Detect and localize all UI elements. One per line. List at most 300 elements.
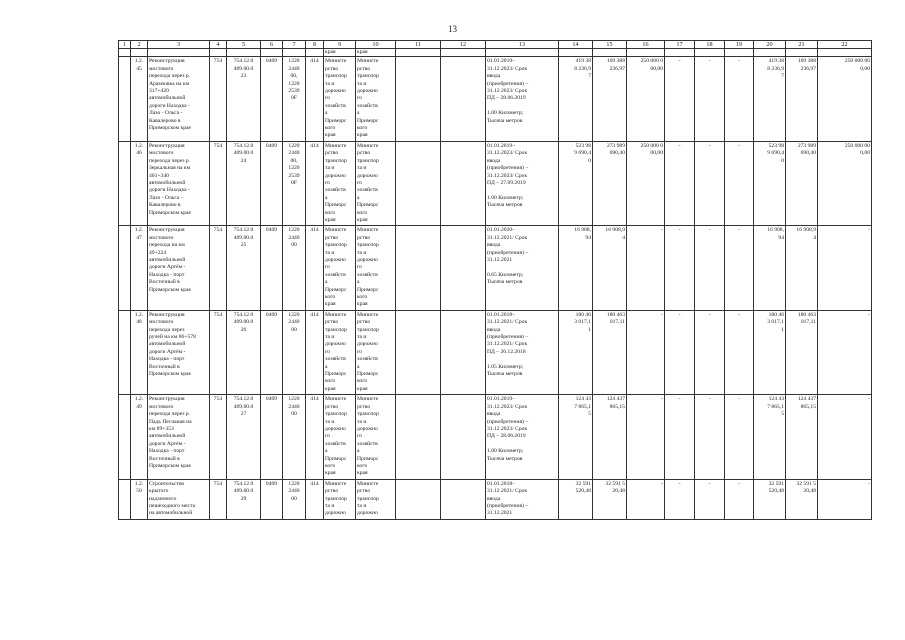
cell-line: кого bbox=[357, 125, 368, 132]
cell-line: кого bbox=[325, 125, 336, 132]
cell-name bbox=[148, 395, 210, 479]
cell-line: Лазо - Ольга - bbox=[149, 194, 183, 201]
cell-line: 124 43 bbox=[575, 396, 591, 403]
cell-line: рство bbox=[325, 319, 339, 326]
cell-c7 bbox=[283, 395, 306, 479]
cell-line: 1.2. bbox=[134, 480, 144, 487]
cell-line: 520,48 bbox=[768, 488, 784, 495]
cell-line: Кавалерово в bbox=[149, 117, 181, 124]
cell-line: автомобильной bbox=[149, 179, 186, 186]
cell-line: 124 437 bbox=[797, 396, 816, 403]
cell-line: (приобретения) – bbox=[487, 502, 529, 509]
cell-c22: - bbox=[818, 310, 872, 394]
cell-c7 bbox=[283, 226, 306, 310]
cell-line: Находка - порт bbox=[149, 356, 185, 363]
cell-c7 bbox=[283, 57, 306, 141]
cell-line: 180 46 bbox=[768, 311, 784, 318]
cell-c5 bbox=[227, 141, 261, 225]
cell-c8: 414 bbox=[306, 226, 324, 310]
cell-line: 49 bbox=[136, 403, 142, 410]
cell-num bbox=[131, 310, 148, 394]
cell-line: Восточный в bbox=[149, 279, 180, 286]
cell-line: 754.12.0 bbox=[233, 58, 254, 65]
cell-line: 5 bbox=[781, 411, 784, 418]
cell-c19: - bbox=[725, 479, 754, 519]
cell-c19: - bbox=[725, 57, 754, 141]
cell-line: 31.12.2023/ Срок bbox=[487, 403, 528, 410]
cell-col-1 bbox=[119, 310, 131, 394]
cell-line: 690,40 bbox=[800, 150, 816, 157]
cell-c21 bbox=[786, 141, 818, 225]
cell-line: го bbox=[357, 179, 362, 186]
cell-line: 409.00.0 bbox=[233, 488, 254, 495]
cell-c6: 0409 bbox=[261, 395, 283, 479]
cell-c8: 414 bbox=[306, 310, 324, 394]
cell-line: 94 bbox=[585, 234, 591, 241]
cell-line: пешеходного места bbox=[149, 502, 196, 509]
cell-c11 bbox=[396, 395, 441, 479]
cell-line: Министе bbox=[325, 396, 347, 403]
column-header-7: 7 bbox=[283, 41, 306, 49]
cell-line: та и bbox=[325, 249, 335, 256]
cell-line: 0,00 bbox=[860, 65, 870, 72]
column-header-6: 6 bbox=[261, 41, 283, 49]
cell-line: транспор bbox=[357, 411, 379, 418]
cell-line: хозяйств bbox=[325, 440, 346, 447]
cell-line: края bbox=[325, 132, 336, 139]
cell-c21 bbox=[786, 226, 818, 310]
cell-line: Министе bbox=[357, 227, 379, 234]
column-header-3: 3 bbox=[148, 41, 210, 49]
cell-line: 017,11 bbox=[800, 319, 816, 326]
cell-line: дороги Находка - bbox=[149, 187, 190, 194]
cell-c4: 754 bbox=[210, 395, 227, 479]
cell-c14 bbox=[559, 310, 593, 394]
cell-line: автомобильной bbox=[149, 256, 186, 263]
cell-c13 bbox=[486, 479, 559, 519]
cell-line: 31.12.2021/ Срок bbox=[487, 234, 528, 241]
cell-c16: - bbox=[627, 226, 665, 310]
cell-line: рство bbox=[325, 65, 339, 72]
cell-c14 bbox=[559, 395, 593, 479]
cell-line: та и bbox=[357, 165, 367, 172]
table-row bbox=[119, 395, 872, 479]
cell-line: 169 388 bbox=[606, 58, 625, 65]
cell-num bbox=[131, 141, 148, 225]
cell-line: рство bbox=[325, 403, 339, 410]
cell-line: 754.12.0 bbox=[233, 396, 254, 403]
table-row bbox=[119, 57, 872, 141]
cell-c21 bbox=[786, 479, 818, 519]
cell-line: рство bbox=[357, 150, 371, 157]
cell-c15 bbox=[593, 57, 627, 141]
cell-line: ПД – 28.06.2019 bbox=[487, 95, 526, 102]
cell-c19: - bbox=[725, 226, 754, 310]
column-header-17: 17 bbox=[665, 41, 695, 49]
cell-line: го bbox=[325, 348, 330, 355]
cell-line: Реконструкция bbox=[149, 142, 185, 149]
cell-line: Министе bbox=[325, 480, 347, 487]
cell-line: 47 bbox=[136, 234, 142, 241]
cell-line: ввода bbox=[487, 495, 501, 502]
cell-line: 01.01.2020– bbox=[487, 227, 515, 234]
cell-line: а bbox=[357, 279, 360, 286]
cell-line: 2440 bbox=[288, 150, 300, 157]
cell-line: Министе bbox=[325, 311, 347, 318]
cell-c8: 414 bbox=[306, 395, 324, 479]
column-header-9: 9 bbox=[324, 41, 356, 49]
cell-line: 401+340 bbox=[149, 172, 169, 179]
cell-c15 bbox=[593, 226, 627, 310]
cell-line: края bbox=[357, 216, 368, 223]
cell-c4: 754 bbox=[210, 57, 227, 141]
cell-c18: - bbox=[695, 226, 725, 310]
cell-line: транспор bbox=[325, 73, 347, 80]
cell-line: 0F bbox=[291, 179, 297, 186]
cell-c9 bbox=[324, 57, 356, 141]
cell-line: 3 017,1 bbox=[767, 319, 784, 326]
cell-line: Приморском крае bbox=[149, 209, 191, 216]
cell-line: 00, bbox=[290, 73, 298, 80]
cell-line: 250 000 00 bbox=[844, 142, 870, 149]
cell-line: 16 908, bbox=[574, 227, 591, 234]
column-header-8: 8 bbox=[306, 41, 324, 49]
cell-line: 169 388 bbox=[797, 58, 816, 65]
cell-c15 bbox=[593, 395, 627, 479]
cell-c10 bbox=[356, 395, 396, 479]
cell-line: 7 865,1 bbox=[767, 403, 784, 410]
cell-line: 31.12.2023/ Срок bbox=[487, 425, 528, 432]
cell-num bbox=[131, 479, 148, 519]
cell-name bbox=[148, 226, 210, 310]
cell-c9 bbox=[324, 141, 356, 225]
cell-line: та и bbox=[357, 502, 367, 509]
cell-c15 bbox=[593, 479, 627, 519]
cell-line: хозяйств bbox=[325, 102, 346, 109]
cell-line: рство bbox=[325, 488, 339, 495]
cell-line: Находка - порт bbox=[149, 448, 185, 455]
cell-line: 865,15 bbox=[609, 403, 625, 410]
cell-c20 bbox=[754, 310, 786, 394]
cell-c20 bbox=[754, 57, 786, 141]
cell-line: 46 bbox=[136, 150, 142, 157]
cell-c21 bbox=[786, 57, 818, 141]
cell-line: кого bbox=[357, 462, 368, 469]
cell-line: 00 bbox=[291, 326, 297, 333]
cell-line: перехода на км bbox=[149, 242, 185, 249]
cell-line: 20,48 bbox=[612, 488, 625, 495]
column-header-11: 11 bbox=[396, 41, 441, 49]
cell-c5 bbox=[227, 57, 261, 141]
cell-line: ПД – 27.09.2019 bbox=[487, 179, 526, 186]
cell-line: кого bbox=[325, 378, 336, 385]
cell-line: 1220 bbox=[288, 396, 300, 403]
column-header-15: 15 bbox=[593, 41, 627, 49]
cell-line: хозяйств bbox=[325, 271, 346, 278]
column-header-2: 2 bbox=[131, 41, 148, 49]
cell-col-1 bbox=[119, 57, 131, 141]
cell-line: 31.12.2021 bbox=[487, 256, 513, 263]
cell-c7 bbox=[283, 310, 306, 394]
line-gap bbox=[487, 441, 557, 448]
cell-line: 1.00 Километр; bbox=[487, 110, 524, 117]
cell-line: Министе bbox=[357, 311, 379, 318]
cell-line: рство bbox=[357, 403, 371, 410]
cell-line: 16 908,9 bbox=[796, 227, 816, 234]
cell-c20 bbox=[754, 479, 786, 519]
cell-c19: - bbox=[725, 395, 754, 479]
cell-line: 520,48 bbox=[575, 488, 591, 495]
cell-name bbox=[148, 141, 210, 225]
cell-line: транспор bbox=[357, 242, 379, 249]
cell-line: Приморс bbox=[325, 286, 347, 293]
column-header-5: 5 bbox=[227, 41, 261, 49]
column-header-13: 13 bbox=[486, 41, 559, 49]
cell-line: Приморс bbox=[325, 202, 347, 209]
cell-line: а bbox=[325, 194, 328, 201]
cell-line: 419 38 bbox=[768, 58, 784, 65]
cell-c13 bbox=[486, 141, 559, 225]
cell-line: рство bbox=[357, 65, 371, 72]
cell-line: Приморс bbox=[357, 371, 379, 378]
cell-line: края bbox=[357, 132, 368, 139]
cell-line: 5 bbox=[588, 411, 591, 418]
cell-line: Кавалерово в bbox=[149, 202, 181, 209]
cell-line: 419 38 bbox=[575, 58, 591, 65]
cell-line: го bbox=[325, 179, 330, 186]
cell-line: 16 908,9 bbox=[605, 227, 625, 234]
budget-table bbox=[118, 40, 872, 520]
column-header-1: 1 bbox=[119, 41, 131, 49]
cell-line: 250 000 0 bbox=[640, 58, 663, 65]
cell-line: го bbox=[357, 433, 362, 440]
continuation-cell: края bbox=[356, 49, 396, 57]
cell-line: 20,48 bbox=[803, 488, 816, 495]
cell-line: 32 591 5 bbox=[796, 480, 816, 487]
cell-line: 32 591 5 bbox=[605, 480, 625, 487]
cell-line: 180 463 bbox=[606, 311, 625, 318]
cell-c18: - bbox=[695, 395, 725, 479]
cell-c16 bbox=[627, 57, 665, 141]
cell-line: Тысяча метров bbox=[487, 202, 523, 209]
cell-line: 409.00.0 bbox=[233, 319, 254, 326]
cell-line: перехода через р. bbox=[149, 411, 191, 418]
cell-c12 bbox=[441, 479, 486, 519]
column-header-12: 12 bbox=[441, 41, 486, 49]
cell-line: Тысяча метров bbox=[487, 279, 523, 286]
line-gap bbox=[487, 187, 557, 194]
cell-line: 9 690,4 bbox=[574, 150, 591, 157]
cell-line: 865,15 bbox=[800, 403, 816, 410]
cell-line: 2440 bbox=[288, 65, 300, 72]
cell-line: кого bbox=[357, 378, 368, 385]
cell-line: го bbox=[357, 348, 362, 355]
column-header-18: 18 bbox=[695, 41, 725, 49]
cell-line: рство bbox=[357, 319, 371, 326]
cell-c9 bbox=[324, 226, 356, 310]
cell-line: 409.00.0 bbox=[233, 403, 254, 410]
cell-line: 00,00 bbox=[650, 65, 663, 72]
cell-line: края bbox=[325, 385, 336, 392]
cell-num bbox=[131, 395, 148, 479]
cell-line: дорожно bbox=[325, 172, 346, 179]
cell-line: 25 bbox=[240, 242, 247, 249]
cell-line: 00,00 bbox=[650, 150, 663, 157]
cell-line: 01.01.2019– bbox=[487, 142, 515, 149]
cell-line: кого bbox=[325, 294, 336, 300]
column-header-21: 21 bbox=[786, 41, 818, 49]
cell-line: та и bbox=[325, 334, 335, 341]
cell-line: а bbox=[325, 363, 328, 370]
cell-c18: - bbox=[695, 141, 725, 225]
cell-line: Реконструкция bbox=[149, 396, 185, 403]
cell-line: го bbox=[325, 433, 330, 440]
cell-c4: 754 bbox=[210, 310, 227, 394]
cell-line: дорожно bbox=[357, 425, 378, 432]
cell-c12 bbox=[441, 226, 486, 310]
cell-c7 bbox=[283, 479, 306, 519]
cell-name bbox=[148, 57, 210, 141]
cell-line: ввода bbox=[487, 242, 501, 249]
cell-c4: 754 bbox=[210, 141, 227, 225]
cell-line: транспор bbox=[357, 157, 379, 164]
cell-line: транспор bbox=[325, 495, 347, 502]
cell-line: дороги Артём - bbox=[149, 348, 186, 355]
cell-line: ввода bbox=[487, 411, 501, 418]
cell-line: 29 bbox=[240, 495, 247, 502]
cell-line: надземного bbox=[149, 495, 177, 502]
cell-line: (приобретения) – bbox=[487, 165, 529, 172]
cell-line: края bbox=[357, 470, 368, 477]
cell-line: ПД – 26.12.2018 bbox=[487, 348, 526, 355]
cell-line: го bbox=[357, 264, 362, 271]
cell-line: транспор bbox=[357, 495, 379, 502]
cell-line: 27 bbox=[240, 411, 247, 418]
cell-line: 409.00.0 bbox=[233, 234, 254, 241]
column-header-4: 4 bbox=[210, 41, 227, 49]
cell-line: рство bbox=[325, 150, 339, 157]
cell-line: рство bbox=[357, 488, 371, 495]
cell-line: ввода bbox=[487, 326, 501, 333]
cell-line: 01.01.2019– bbox=[487, 58, 515, 65]
cell-c18: - bbox=[695, 479, 725, 519]
cell-line: го bbox=[357, 95, 362, 102]
cell-line: ввода bbox=[487, 157, 501, 164]
continuation-row bbox=[119, 49, 872, 57]
cell-line: а bbox=[325, 110, 328, 117]
cell-line: Приморс bbox=[357, 455, 379, 462]
cell-line: хозяйств bbox=[357, 187, 378, 194]
cell-line: 2440 bbox=[288, 488, 300, 495]
table-row bbox=[119, 226, 872, 310]
cell-line: го bbox=[325, 264, 330, 271]
cell-c6: 0409 bbox=[261, 310, 283, 394]
cell-line: Приморс bbox=[325, 371, 347, 378]
cell-line: хозяйств bbox=[357, 271, 378, 278]
cell-line: 00 bbox=[291, 495, 297, 502]
cell-line: та и bbox=[325, 418, 335, 425]
cell-line: транспор bbox=[325, 326, 347, 333]
cell-line: 1.05 Километр; bbox=[487, 363, 524, 370]
cell-line: Тысяча метров bbox=[487, 455, 523, 462]
cell-line: 1220 bbox=[288, 142, 300, 149]
cell-line: 754.12.0 bbox=[233, 480, 254, 487]
cell-num bbox=[131, 226, 148, 310]
cell-line: (приобретения) – bbox=[487, 334, 529, 341]
cell-line: Реконструкция bbox=[149, 58, 185, 65]
cell-line: Находка - порт bbox=[149, 271, 185, 278]
cell-line: 31.12.2021/ Срок bbox=[487, 488, 528, 495]
cell-line: 273 989 bbox=[797, 142, 816, 149]
cell-line: 0F bbox=[291, 95, 297, 102]
cell-c6: 0409 bbox=[261, 141, 283, 225]
line-gap bbox=[487, 264, 557, 271]
cell-c19: - bbox=[725, 310, 754, 394]
cell-line: транспор bbox=[357, 326, 379, 333]
cell-c21 bbox=[786, 395, 818, 479]
cell-line: Падь Песчаная на bbox=[149, 418, 192, 425]
cell-line: 2440 bbox=[288, 234, 300, 241]
cell-c10 bbox=[356, 226, 396, 310]
cell-line: Приморс bbox=[357, 117, 379, 124]
cell-c14 bbox=[559, 226, 593, 310]
cell-c17: - bbox=[665, 226, 695, 310]
cell-line: 26 bbox=[240, 326, 247, 333]
cell-line: края bbox=[357, 385, 368, 392]
cell-line: 1.00 Километр; bbox=[487, 194, 524, 201]
cell-c16: - bbox=[627, 395, 665, 479]
cell-line: крытого bbox=[149, 488, 169, 495]
cell-line: мостового bbox=[149, 403, 174, 410]
cell-line: Зеркальная на км bbox=[149, 165, 191, 172]
cell-c4: 754 bbox=[210, 226, 227, 310]
cell-c17: - bbox=[665, 310, 695, 394]
cell-line: рство bbox=[357, 234, 371, 241]
cell-line: дорожно bbox=[357, 88, 378, 95]
cell-line: 50 bbox=[136, 488, 142, 495]
cell-c15 bbox=[593, 310, 627, 394]
cell-c13 bbox=[486, 57, 559, 141]
cell-line: 180 463 bbox=[797, 311, 816, 318]
cell-line: го bbox=[325, 95, 330, 102]
cell-line: хозяйств bbox=[357, 440, 378, 447]
cell-c16 bbox=[627, 141, 665, 225]
cell-line: края bbox=[325, 470, 336, 477]
cell-c8: 414 bbox=[306, 479, 324, 519]
cell-line: на автомобильной bbox=[149, 510, 193, 517]
cell-line: км 89+353 bbox=[149, 425, 174, 432]
cell-c17: - bbox=[665, 57, 695, 141]
cell-name bbox=[148, 310, 210, 394]
cell-c20 bbox=[754, 226, 786, 310]
cell-line: 1220 bbox=[288, 227, 300, 234]
cell-c22: - bbox=[818, 395, 872, 479]
cell-c4: 754 bbox=[210, 479, 227, 519]
cell-c5 bbox=[227, 310, 261, 394]
cell-line: Приморс bbox=[357, 202, 379, 209]
cell-line: та и bbox=[357, 334, 367, 341]
cell-c12 bbox=[441, 310, 486, 394]
cell-line: (приобретения) – bbox=[487, 418, 529, 425]
cell-c14 bbox=[559, 479, 593, 519]
cell-c13 bbox=[486, 310, 559, 394]
cell-line: 017,11 bbox=[609, 319, 625, 326]
cell-line: 1.00 Километр; bbox=[487, 448, 524, 455]
cell-line: 2539 bbox=[288, 172, 300, 179]
cell-name bbox=[148, 479, 210, 519]
cell-line: та и bbox=[325, 165, 335, 172]
cell-c17: - bbox=[665, 395, 695, 479]
